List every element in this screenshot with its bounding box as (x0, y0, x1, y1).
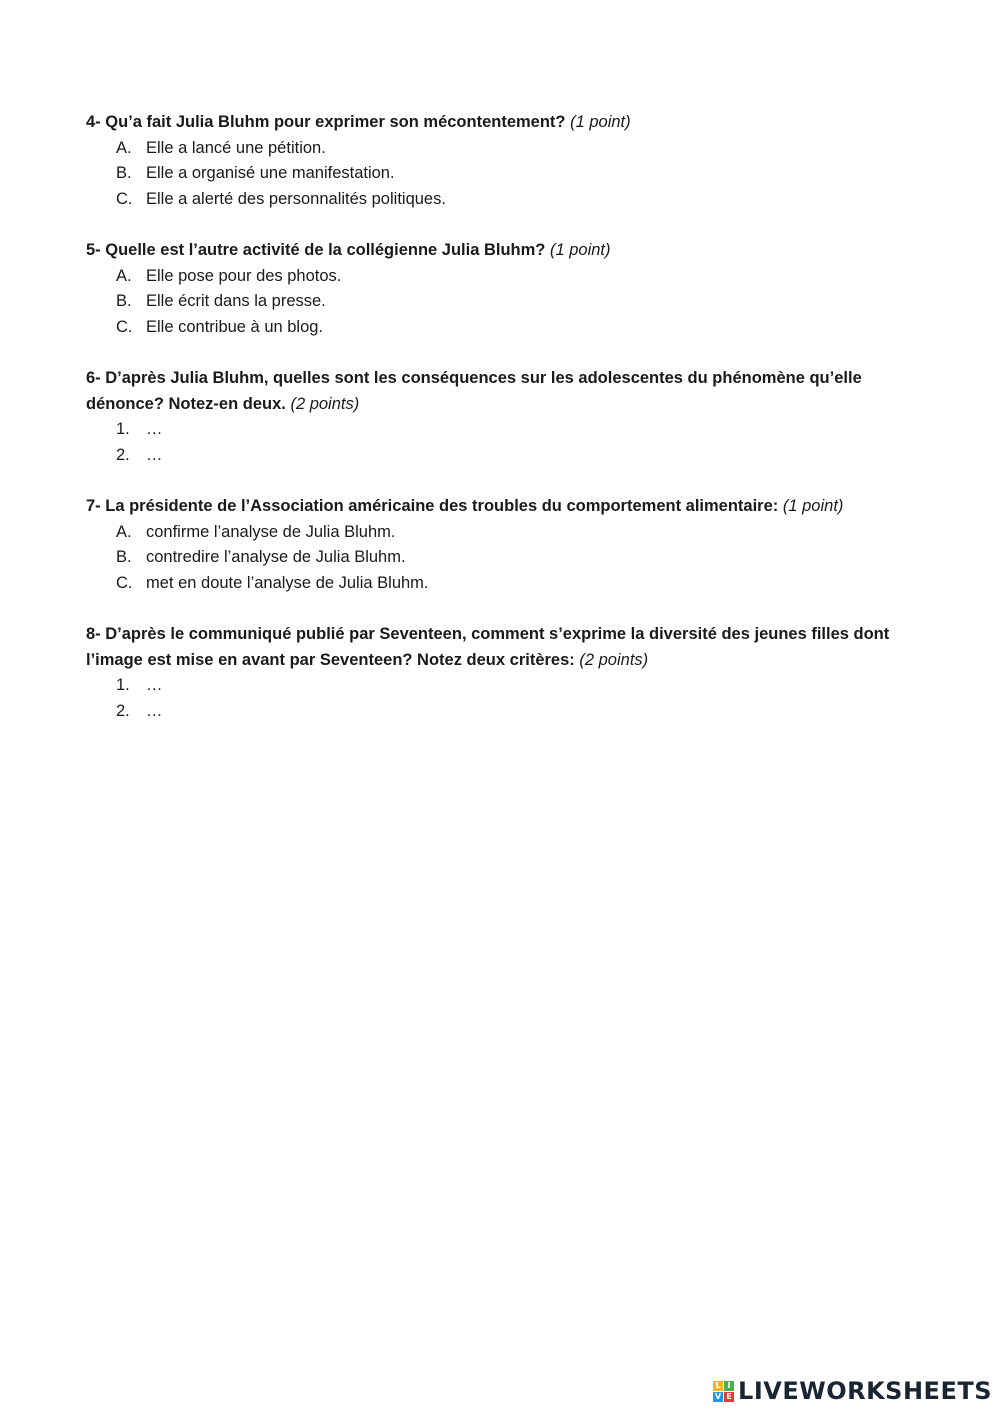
logo-letter-e: E (724, 1392, 734, 1402)
liveworksheets-brand[interactable] (713, 1377, 992, 1405)
answer-list (86, 417, 926, 468)
question-5 (86, 238, 926, 340)
brand-name: LIVEWORKSHEETS (738, 1377, 992, 1405)
answer-option: A. confirme l’analyse de Julia Bluhm. (116, 522, 396, 541)
question-text: 5- Quelle est l’autre activité de la collégienne Julia Bluhm? (1 point) (86, 241, 611, 259)
answer-list (86, 264, 926, 341)
question-7 (86, 494, 926, 596)
answer-list (86, 673, 926, 724)
question-text: 4- Qu’a fait Julia Bluhm pour exprimer son mécontentement? (1 point) (86, 113, 631, 131)
question-points: (1 point) (549, 241, 611, 259)
answer-option: B. contredire l’analyse de Julia Bluhm. (116, 548, 406, 566)
answer-option: B. Elle écrit dans la presse. (116, 292, 326, 310)
question-6 (86, 366, 926, 468)
answer-list (86, 136, 926, 213)
answer-blank[interactable]: 2. … (116, 701, 163, 720)
worksheet-page (86, 110, 926, 750)
answer-option: C. Elle contribue à un blog. (116, 317, 324, 336)
answer-option: A. Elle pose pour des photos. (116, 266, 342, 285)
question-points: (1 point) (782, 497, 844, 515)
question-4 (86, 110, 926, 212)
question-text: 6- D’après Julia Bluhm, quelles sont les conséquences sur les adolescentes du phénomène qu’elle dénonce? Notez-en deux. (2 points) (86, 369, 862, 413)
answer-option: A. Elle a lancé une pétition. (116, 138, 326, 157)
question-8 (86, 622, 926, 724)
logo-letter-i: I (724, 1381, 734, 1391)
answer-option: C. Elle a alerté des personnalités politiques. (116, 189, 446, 208)
logo-letter-v: V (714, 1391, 722, 1401)
logo-letter-l: L (713, 1381, 723, 1391)
question-text: 7- La présidente de l’Association américaine des troubles du comportement alimentaire: (1 point) (86, 497, 844, 515)
answer-blank[interactable]: 1. … (116, 676, 163, 694)
answer-list (86, 520, 926, 597)
answer-option: C. met en doute l’analyse de Julia Bluhm. (116, 573, 429, 592)
question-points: (1 point) (570, 113, 631, 131)
question-text: 8- D’après le communiqué publié par Seventeen, comment s’exprime la diversité des jeunes filles dont l’image est mise en avant par Seventeen? Notez deux critères: (2 points) (86, 625, 890, 669)
answer-blank[interactable]: 2. … (116, 445, 163, 464)
answer-option: B. Elle a organisé une manifestation. (116, 164, 395, 182)
answer-blank[interactable]: 1. … (116, 420, 163, 438)
question-points: (2 points) (290, 394, 360, 413)
liveworksheets-logo-icon (713, 1381, 734, 1402)
question-points: (2 points) (579, 650, 649, 669)
